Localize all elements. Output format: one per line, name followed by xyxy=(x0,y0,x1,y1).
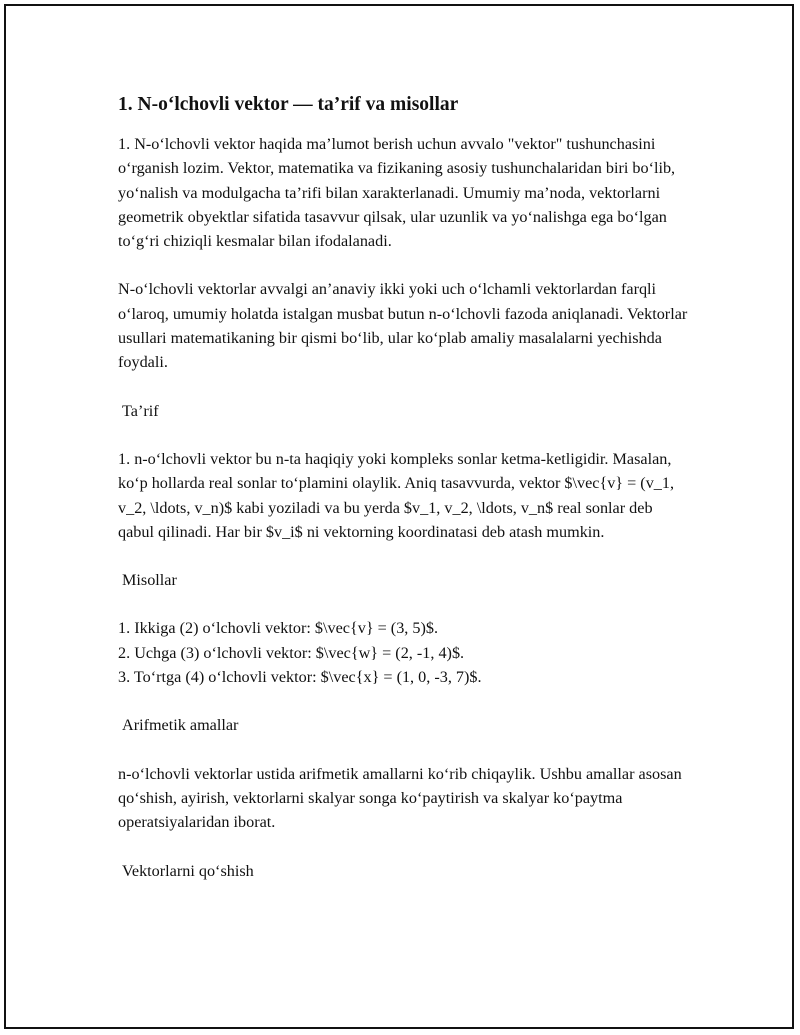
arithmetic-paragraph: n-o‘lchovli vektorlar ustida arifmetik amallarni ko‘rib chiqaylik. Ushbu amallar asosan qo‘shish, ayirish, vektorlarni skalyar songa ko‘paytirish va skalyar ko‘paytma operatsiyalaridan iborat. xyxy=(118,764,682,832)
intro-paragraph-1: 1. N-o‘lchovli vektor haqida ma’lumot berish uchun avvalo "vektor" tushunchasini o‘rganish lozim. Vektor, matematika va fizikaning asosiy tushunchalaridan biri bo‘lib, yo‘nalish va modulgacha ta’rifi bilan xarakterlanadi. Umumiy ma’noda, vektorlarni geometrik obyektlar sifatida tasavvur qilsak, ular uzunlik va yo‘nalishga ega bo‘lgan to‘g‘ri chiziqli kesmalar bilan ifodalanadi. xyxy=(118,135,676,251)
examples-list xyxy=(118,616,688,689)
subhead-arithmetic: Arifmetik amallar xyxy=(122,716,239,735)
intro-paragraph-2: N-o‘lchovli vektorlar avvalgi an’anaviy ikki yoki uch o‘lchamli vektorlardan farqli o‘laroq, umumiy holatda istalgan musbat butun n-o‘lchovli fazoda aniqlanadi. Vektorlar usullari matematikaning bir qismi bo‘lib, ular ko‘plab amaliy masalalarni yechishda foydali. xyxy=(118,280,688,372)
example-item-3: 3. To‘rtga (4) o‘lchovli vektor: $\vec{x} = (1, 0, -3, 7)$. xyxy=(118,668,482,687)
example-item-2: 2. Uchga (3) o‘lchovli vektor: $\vec{w} = (2, -1, 4)$. xyxy=(118,643,465,662)
example-item-1: 1. Ikkiga (2) o‘lchovli vektor: $\vec{v} = (3, 5)$. xyxy=(118,619,439,638)
subhead-examples: Misollar xyxy=(122,571,177,590)
subhead-definition: Ta’rif xyxy=(122,401,159,420)
definition-paragraph: 1. n-o‘lchovli vektor bu n-ta haqiqiy yoki kompleks sonlar ketma-ketligidir. Masalan, ko‘p hollarda real sonlar to‘plamini olaylik. Aniq tasavvurda, vektor $\vec{v} = (v_1, v_2, \ldots, v_n)$ kabi yoziladi va bu yerda $v_1, v_2, \ldots, v_n$ real sonlar deb qabul qilinadi. Har bir $v_i$ ni vektorning koordinatasi deb atash mumkin. xyxy=(118,449,675,541)
subhead-addition: Vektorlarni qo‘shish xyxy=(122,861,254,880)
document-body xyxy=(118,92,688,907)
document-title: 1. N-o‘lchovli vektor — ta’rif va misollar xyxy=(118,94,459,115)
